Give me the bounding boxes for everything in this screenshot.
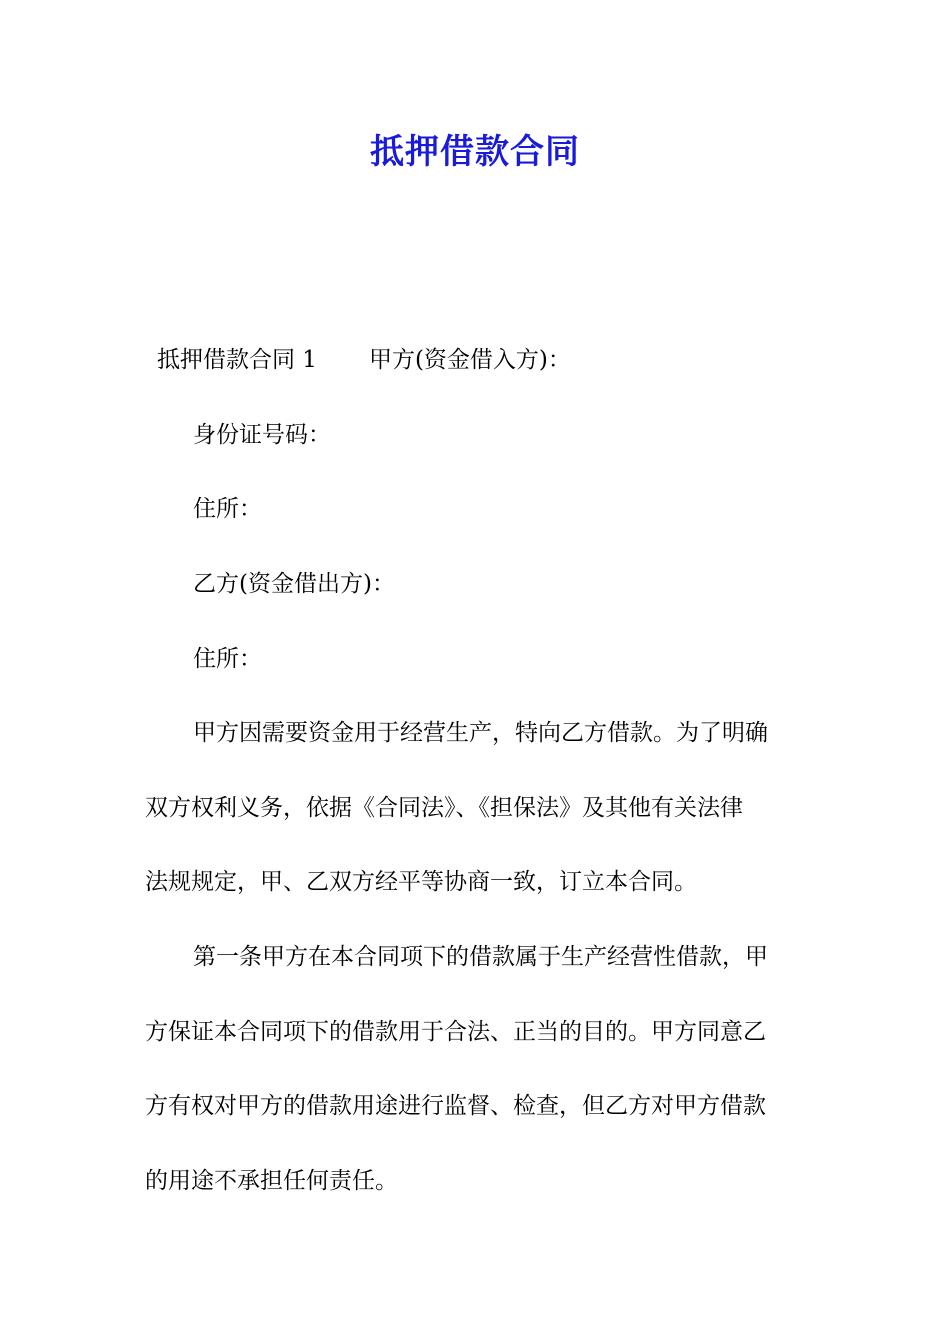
id-number-field: 身份证号码： [193,422,331,448]
party-b-label: 乙方(资金借出方)： [193,571,395,597]
document-title: 抵押借款合同 [370,132,580,172]
address-a-field: 住所： [193,496,262,522]
party-a-label: 甲方(资金借入方)： [368,347,571,373]
header-line [157,344,571,376]
paragraph-2-line-4: 的用途不承担任何责任。 [145,1168,398,1194]
paragraph-2-line-2: 方保证本合同项下的借款用于合法、正当的目的。甲方同意乙 [145,1019,766,1045]
contract-label: 抵押借款合同 1 [157,347,317,373]
address-b-field: 住所： [193,646,262,672]
paragraph-1-line-1: 甲方因需要资金用于经营生产，特向乙方借款。为了明确 [193,720,768,746]
paragraph-2-line-3: 方有权对甲方的借款用途进行监督、检查，但乙方对甲方借款 [145,1093,766,1119]
paragraph-2-line-1: 第一条甲方在本合同项下的借款属于生产经营性借款，甲 [193,944,768,970]
paragraph-1-line-2: 双方权利义务，依据《合同法》、《担保法》及其他有关法律 [145,795,743,821]
paragraph-1-line-3: 法规规定，甲、乙双方经平等协商一致，订立本合同。 [145,869,697,895]
